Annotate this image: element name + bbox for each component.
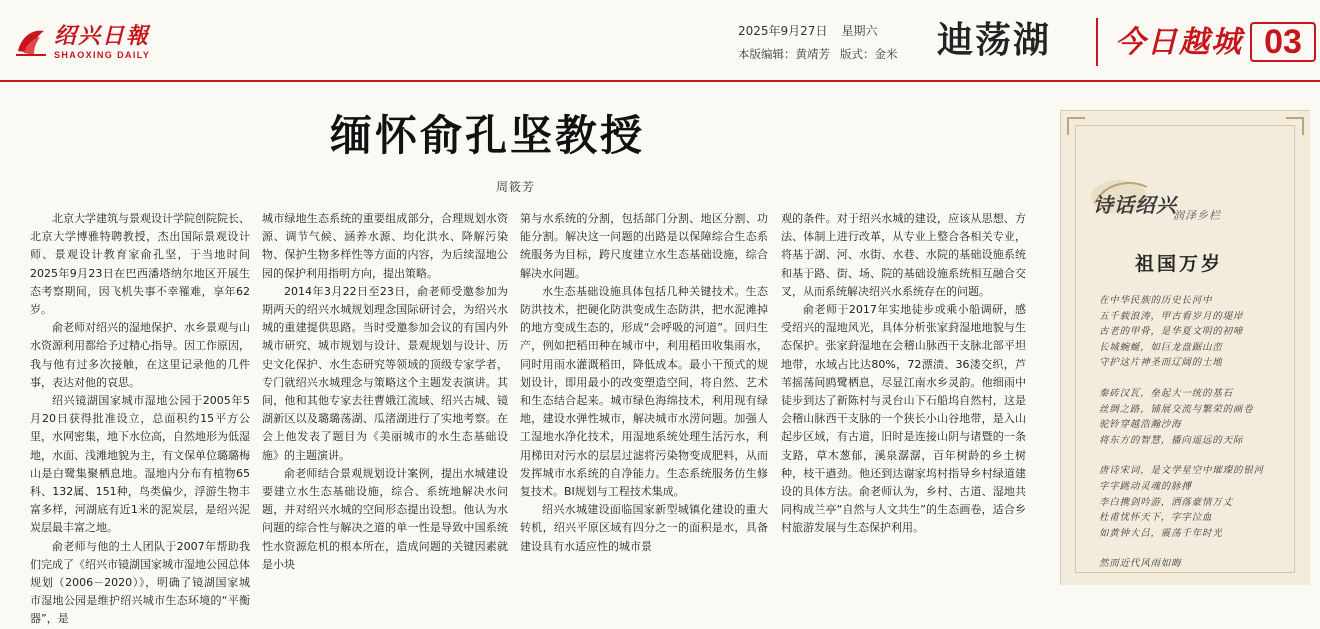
issue-info (738, 22, 928, 62)
poem-line: 长城蜿蜒，如巨龙盘踞山峦 (1099, 341, 1223, 353)
poem-line: 在中华民族的历史长河中 (1099, 295, 1213, 306)
poem-stanza (1099, 386, 1294, 448)
paragraph: 俞老师与他的土人团队于2007年帮助我们完成了《绍兴市镜湖国家城市湿地公园总体规划（2006－2020）》，明确了镜湖国家城市湿地公园是维护绍兴城市生态环境的“平衡器”，是 (30, 539, 250, 626)
poem-line: 李白携剑吟游，洒落豪情万丈 (1099, 496, 1233, 508)
paragraph: 北京大学建筑与景观设计学院创院院长、北京大学博雅特聘教授，杰出国际景观设计师、景观设计教育家俞孔坚，于当地时间2025年9月23日在巴西潘塔纳尔地区开展生态考察期间，因飞机失事不幸罹难，享年62岁。 (30, 212, 250, 317)
page-number-badge: 03 (1250, 22, 1316, 62)
logo-emblem-icon (14, 25, 48, 59)
paragraph: 水生态基础设施具体包括几种关键技术。生态防洪技术，把硬化防洪变成生态防洪，把水泥滩掉的地方变成生态的，形成“会呼吸的河道”。回归生产，例如把稻田种在城市中，利用稻田收集雨水，同时用雨水灌溉稻田，降低成本。最小干预式的规划设计，即用最小的改变塑造空间，将自然、艺术和生态结合起来。城市绿色海绵技术，利用现有绿地，建设水弹性城市，解决城市水涝问题。加强人工湿地水净化技术，用湿地系统处理生活污水，利用梯田对污水的层层过滤将污染物变成肥料，从而发挥城市水系统的自净能力。生态系统服务仿生修复技术。BI规划与工程技术集成。 (520, 284, 768, 499)
poem-line: 如黄钟大吕，震荡千年时光 (1099, 527, 1223, 539)
paragraph: 绍兴水城建设面临国家新型城镇化建设的重大转机，绍兴平原区域有四分之一的面积是水，具备建设具有水适应性的城市景 (520, 503, 768, 553)
poem-line: 驼铃穿越浩瀚沙海 (1099, 419, 1182, 431)
article-column-3 (520, 210, 768, 580)
issue-weekday: 星期六 (841, 24, 878, 38)
masthead (0, 0, 1320, 78)
paragraph: 绍兴镜湖国家城市湿地公园于2005年5月20日获得批准设立，总面积约15平方公里，水网密集，地下水位高，自然地形为低湿地，水面、浅滩地貌为主，有文保单位璐璐梅山是白鹭集聚栖息地。湿地内分布有植物65科、132属、151种，鸟类偏少，浮游生物丰富多样，河湖底有近1米的泥炭层，是绍兴泥炭层最丰富之地。 (30, 394, 250, 535)
paragraph: 俞老师结合景观规划设计案例，提出水城建设要建立水生态基础设施，综合、系统地解决水问题，并对绍兴水城的空间形态提出设想。他认为水问题的综合性与解决之道的单一性是导致中国系统性水资源危机的根本所在，造成问题的关键因素就是小块 (262, 466, 508, 571)
logo-chinese-name: 绍兴日報 (54, 23, 151, 49)
supplement-name: 迪荡湖 (937, 19, 1052, 61)
paragraph: 2014年3月22日至23日，俞老师受邀参加为期两天的绍兴水城规划理念国际研讨会，为绍兴水城的重建提供思路。当时受邀参加会议的有国内外城市研究、城市规划与设计、景观规划与设计、历史文化保护、水生态研究等领域的顶级专家学者，专门就绍兴水城理念与策略这个主题发表演讲。其间，他和其他专家去往曹娥江流域、绍兴古城、镜湖新区以及璐璐荡湖、瓜渚湖进行了实地考察。在会上他发表了题目为《美丽城市的水生态基础设施》的主题演讲。 (262, 284, 508, 462)
poem-body (1099, 293, 1294, 587)
poem-line: 杜甫忧怀天下，字字泣血 (1099, 512, 1213, 524)
sidebar-emblem-text: 诗话绍兴 (1093, 193, 1177, 217)
sidebar-column-title: 润泽乡栏 (1173, 209, 1221, 222)
article-byline: 周筱芳 (496, 180, 536, 194)
issue-date: 2025年9月27日 (738, 24, 828, 38)
article-title: 缅怀俞孔坚教授 (330, 111, 646, 160)
article-column-4 (781, 210, 1026, 580)
paragraph: 第与水系统的分割，包括部门分割、地区分割、功能分割。解决这一问题的出路是以保障综合生态系统服务为目标，跨尺度建立水生态基础设施，综合解决水问题。 (520, 212, 768, 280)
poem-stanza (1099, 556, 1294, 572)
masthead-divider (1096, 18, 1098, 66)
poem-line: 守护这片神圣而辽阔的土地 (1099, 357, 1223, 369)
paragraph: 观的条件。对于绍兴水城的建设，应该从思想、方法、体制上进行改革，从专业上整合各相关专业，将基于湖、河、水街、水巷、水院的基础设施系统和基于路、街、场、院的基础设施系统相互融合交叉，从而系统解决绍兴水系统存在的问题。 (781, 212, 1026, 298)
poem-line: 五千载浪涛，甲古看岁月的堤岸 (1099, 310, 1244, 322)
newspaper-logo[interactable] (14, 24, 150, 60)
poem-line: 唐诗宋词，是文学星空中璀璨的银河 (1099, 465, 1264, 477)
poem-sidebar (1060, 110, 1310, 585)
paragraph: 城市绿地生态系统的重要组成部分，合理规划水资源、调节气候、涵养水源、均化洪水、降解污染物、保护生物多样性等方面的内容，为后续湿地公园的保护利用指明方向，提出策略。 (262, 212, 508, 280)
poem-line: 古老的甲骨，是华夏文明的初啼 (1099, 326, 1244, 338)
paragraph: 俞老师对绍兴的湿地保护、水乡景观与山水资源利用都给予过精心指导。因工作原因，我与他有过多次接触，在这里记录他的几件事，表达对他的哀思。 (30, 321, 250, 389)
poem-stanza (1099, 463, 1294, 541)
paragraph: 俞老师于2017年实地徒步或乘小船调研，感受绍兴的湿地风光，具体分析张家葑湿地地貌与生态保护。张家葑湿地在会稽山脉西干支脉北部平坦地带，水域占比达80%，72漂渍、36溇交织，芦苇摇荡间鸥鹭栖息，尽显江南水乡灵韵。他细雨中徒步到达了新陈村与灵台山下石船坞自然村，这是会稽山脉西干支脉的一个狭长小山谷地带，是入山起步区域，有古道，旧时是连接山阴与诸暨的一条支路，草木葱郁，溪泉潺潺，百年树龄的乡土树种，枝干遒劲。他还到达谢家坞村指导乡村绿道建设的具体方法。俞老师认为，乡村、古道、湿地共同构成兰亭“自然与人文共生”的生态画卷，适合乡村旅游发展与生态保护利用。 (781, 303, 1026, 535)
poem-line: 将东方的智慧，播向遥远的天际 (1099, 434, 1244, 446)
poem-line: 丝绸之路，铺展交流与繁荣的画卷 (1099, 403, 1254, 415)
poem-stanza (1099, 293, 1294, 371)
page-editor: 本版编辑：黄靖芳 (738, 47, 830, 61)
section-name: 今日越城 (1115, 25, 1243, 60)
page-designer: 版式：金米 (840, 47, 898, 61)
poem-title: 祖国万岁 (1135, 253, 1224, 275)
poem-line: 秦砖汉瓦，垒起大一统的基石 (1099, 387, 1233, 399)
masthead-rule (0, 80, 1320, 82)
article-column-2 (262, 210, 508, 580)
poem-line: 然而近代风雨如晦 (1099, 558, 1182, 570)
poem-line: 字字跳动灵魂的脉搏 (1099, 480, 1192, 492)
logo-english-name: SHAOXING DAILY (54, 50, 151, 60)
article-column-1 (30, 210, 250, 626)
